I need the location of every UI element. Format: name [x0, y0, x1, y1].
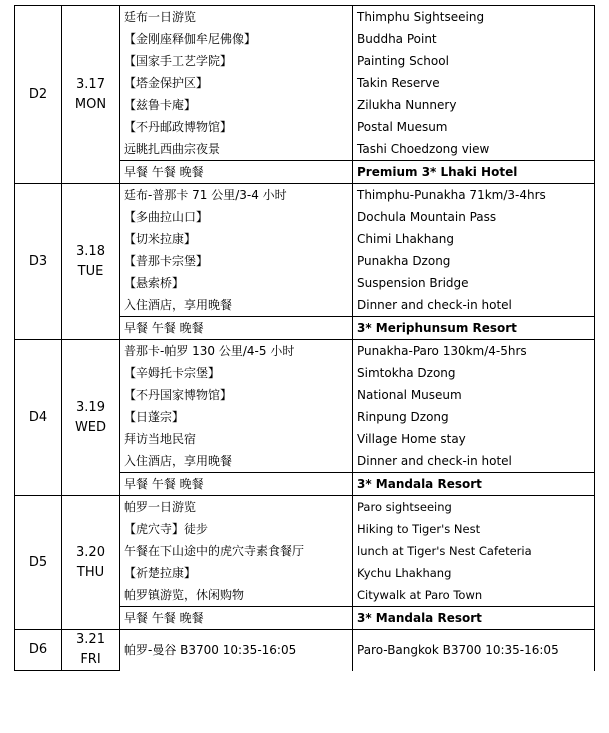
activity-en: Postal Muesum [353, 116, 595, 138]
weekday-label: MON [74, 96, 107, 112]
activity-cn: 【国家手工艺学院】 [120, 50, 353, 72]
activity-en: Paro-Bangkok B3700 10:35-16:05 [353, 630, 595, 671]
activity-cn: 普那卡-帕罗 130 公里/4-5 小时 [120, 340, 353, 363]
activity-en: Punakha-Paro 130km/4-5hrs [353, 340, 595, 363]
activity-en: Chimi Lhakhang [353, 228, 595, 250]
activity-cn: 【金刚座释伽牟尼佛像】 [120, 28, 353, 50]
itinerary-body [15, 6, 595, 671]
date-label: 3.17 [76, 76, 105, 92]
day-label: D5 [15, 496, 62, 630]
hotel-name: 3* Meriphunsum Resort [353, 317, 595, 340]
activity-cn: 【普那卡宗堡】 [120, 250, 353, 272]
activity-cn: 【兹鲁卡庵】 [120, 94, 353, 116]
activity-en: Suspension Bridge [353, 272, 595, 294]
hotel-name: 3* Mandala Resort [353, 607, 595, 630]
activity-cn: 远眺扎西曲宗夜景 [120, 138, 353, 161]
meals-label: 早餐 午餐 晚餐 [120, 607, 353, 630]
itinerary-row [15, 184, 595, 207]
activity-cn: 入住酒店，享用晚餐 [120, 450, 353, 473]
activity-en: Kychu Lhakhang [353, 562, 595, 584]
activity-en: Citywalk at Paro Town [353, 584, 595, 607]
date-cell [62, 340, 120, 496]
activity-en: Simtokha Dzong [353, 362, 595, 384]
activity-cn: 【祈楚拉康】 [120, 562, 353, 584]
itinerary-row [15, 6, 595, 29]
meals-label: 早餐 午餐 晚餐 [120, 317, 353, 340]
activity-cn: 廷布-普那卡 71 公里/3-4 小时 [120, 184, 353, 207]
activity-cn: 帕罗一日游览 [120, 496, 353, 519]
date-label: 3.21 [76, 632, 105, 647]
itinerary-row [15, 630, 595, 671]
day-label: D4 [15, 340, 62, 496]
weekday-label: WED [74, 419, 107, 435]
meals-label: 早餐 午餐 晚餐 [120, 473, 353, 496]
activity-en: Takin Reserve [353, 72, 595, 94]
meals-label: 早餐 午餐 晚餐 [120, 161, 353, 184]
activity-en: National Museum [353, 384, 595, 406]
date-cell [62, 630, 120, 671]
activity-en: Buddha Point [353, 28, 595, 50]
activity-en: Thimphu-Punakha 71km/3-4hrs [353, 184, 595, 207]
activity-cn: 入住酒店，享用晚餐 [120, 294, 353, 317]
hotel-name: Premium 3* Lhaki Hotel [353, 161, 595, 184]
itinerary-row [15, 496, 595, 519]
activity-en: lunch at Tiger's Nest Cafeteria [353, 540, 595, 562]
activity-cn: 帕罗镇游览，休闲购物 [120, 584, 353, 607]
activity-cn: 【辛姆托卡宗堡】 [120, 362, 353, 384]
activity-cn: 【虎穴寺】徒步 [120, 518, 353, 540]
activity-cn: 廷布一日游览 [120, 6, 353, 29]
date-cell [62, 6, 120, 184]
activity-en: Tashi Choedzong view [353, 138, 595, 161]
activity-cn: 午餐在下山途中的虎穴寺素食餐厅 [120, 540, 353, 562]
date-cell [62, 496, 120, 630]
weekday-label: FRI [80, 652, 101, 667]
activity-en: Thimphu Sightseeing [353, 6, 595, 29]
activity-cn: 【不丹国家博物馆】 [120, 384, 353, 406]
activity-en: Dinner and check-in hotel [353, 450, 595, 473]
activity-en: Village Home stay [353, 428, 595, 450]
weekday-label: TUE [77, 263, 104, 279]
activity-en: Dochula Mountain Pass [353, 206, 595, 228]
date-cell [62, 184, 120, 340]
activity-en: Punakha Dzong [353, 250, 595, 272]
activity-en: Paro sightseeing [353, 496, 595, 519]
hotel-name: 3* Mandala Resort [353, 473, 595, 496]
itinerary-table [14, 5, 595, 671]
day-label: D3 [15, 184, 62, 340]
activity-cn: 帕罗-曼谷 B3700 10:35-16:05 [120, 630, 353, 671]
activity-cn: 拜访当地民宿 [120, 428, 353, 450]
activity-cn: 【不丹邮政博物馆】 [120, 116, 353, 138]
weekday-label: THU [76, 564, 105, 580]
activity-cn: 【多曲拉山口】 [120, 206, 353, 228]
date-label: 3.18 [76, 243, 105, 259]
activity-en: Dinner and check-in hotel [353, 294, 595, 317]
itinerary-row [15, 340, 595, 363]
activity-cn: 【日蓬宗】 [120, 406, 353, 428]
activity-cn: 【切米拉康】 [120, 228, 353, 250]
day-label: D6 [15, 630, 62, 671]
activity-cn: 【塔金保护区】 [120, 72, 353, 94]
activity-en: Zilukha Nunnery [353, 94, 595, 116]
activity-en: Painting School [353, 50, 595, 72]
activity-en: Rinpung Dzong [353, 406, 595, 428]
date-label: 3.19 [76, 399, 105, 415]
date-label: 3.20 [76, 544, 105, 560]
day-label: D2 [15, 6, 62, 184]
activity-cn: 【悬索桥】 [120, 272, 353, 294]
activity-en: Hiking to Tiger's Nest [353, 518, 595, 540]
